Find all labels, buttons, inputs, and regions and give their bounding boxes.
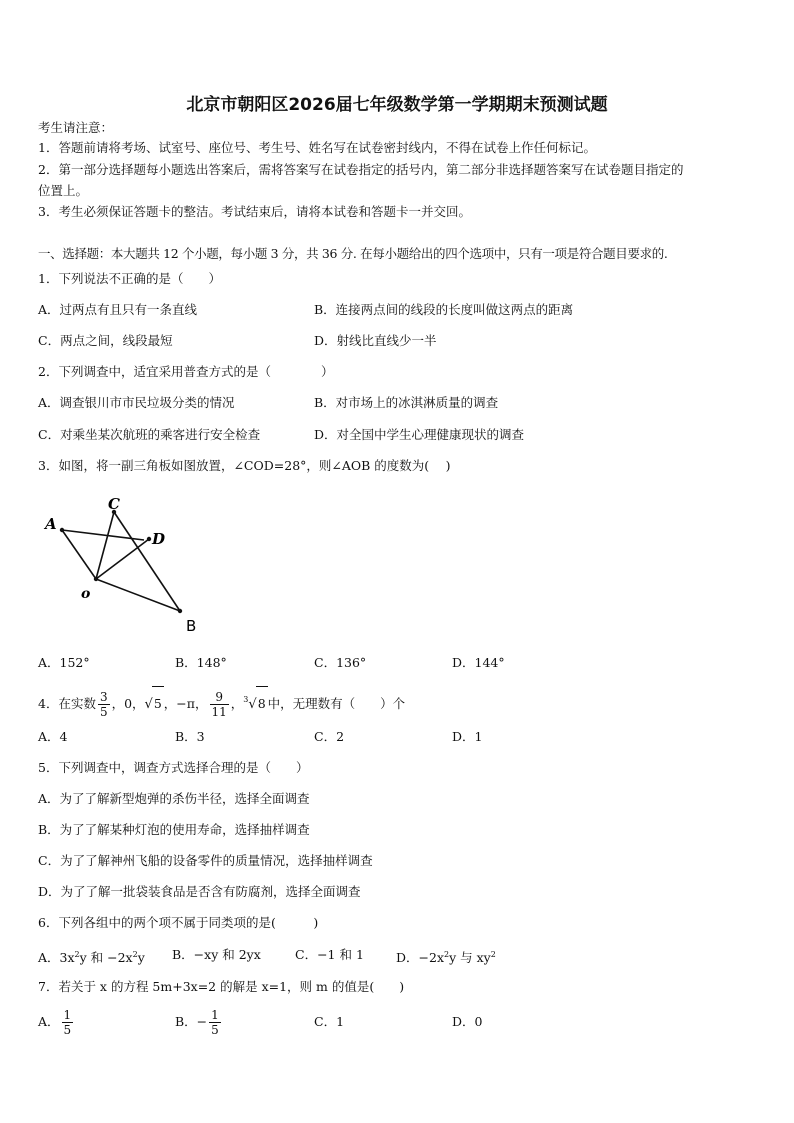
q5-stem: 5．下列调查中，调查方式选择合理的是（ ） [38, 760, 309, 775]
q7-option-d: D．0 [452, 1014, 483, 1029]
label-o: o [81, 586, 91, 602]
notice-item-2-cont: 位置上。 [38, 183, 89, 198]
sqrt-5: 5 [152, 686, 164, 721]
q2-stem: 2．下列调查中，适宜采用普查方式的是（ ） [38, 364, 334, 379]
q5-option-b: B．为了了解某种灯泡的使用寿命，选择抽样调查 [38, 822, 310, 837]
point-d [147, 537, 151, 541]
segment-ob [96, 579, 180, 611]
point-a [60, 528, 64, 532]
notice-item-3: 3．考生必须保证答题卡的整洁。考试结束后，请将本试卷和答题卡一并交回。 [38, 204, 471, 219]
label-b: B [186, 617, 197, 635]
q4-option-c: C．2 [314, 729, 345, 744]
q5-option-a: A．为了了解新型炮弹的杀伤半径，选择全面调查 [38, 791, 310, 806]
q6-stem: 6．下列各组中的两个项不属于同类项的是( ) [38, 915, 319, 930]
label-a: A [45, 515, 57, 533]
fraction-9-11: $\frac{9}{11}$ [211, 690, 227, 719]
q3-stem: 3．如图，将一副三角板如图放置，∠COD=28°，则∠AOB 的度数为( ) [38, 458, 451, 473]
segment-cb [114, 512, 180, 611]
segment-od [96, 539, 149, 579]
q4-option-d: D．1 [452, 729, 483, 744]
q7-option-b: B．− $\frac{1}{5}$ [175, 1008, 219, 1037]
q4-stem: 4．在实数 $\frac{3}{5}$ ，0，√5 ，−π， $\frac{9}{11}$ ，$^3$√8 中，无理数有（ ）个 [38, 683, 405, 722]
q2-option-c: C．对乘坐某次航班的乘客进行安全检查 [38, 427, 261, 442]
label-c: C [108, 495, 120, 513]
notice-item-1: 1．答题前请将考场、试室号、座位号、考生号、姓名写在试卷密封线内，不得在试卷上作任何标记。 [38, 140, 596, 155]
q6-option-c: C．−1 和 1 [295, 947, 364, 962]
cbrt-8: 8 [256, 686, 268, 721]
q6-option-d: D．$-2x^2y$ 与 $xy^2$ [396, 950, 496, 965]
triangle-figure [36, 490, 216, 635]
segment-oc [96, 512, 114, 579]
q1-option-c: C．两点之间，线段最短 [38, 333, 173, 348]
q1-option-a: A．过两点有且只有一条直线 [38, 302, 198, 317]
fraction-3-5: $\frac{3}{5}$ [99, 690, 108, 719]
notice-heading: 考生请注意： [38, 120, 114, 135]
q3-option-d: D．144° [452, 655, 505, 670]
q4-option-b: B．3 [175, 729, 205, 744]
q2-option-d: D．对全国中学生心理健康现状的调查 [314, 427, 525, 442]
q3-option-a: A．152° [38, 655, 90, 670]
q1-option-b: B．连接两点间的线段的长度叫做这两点的距离 [314, 302, 574, 317]
q7-stem: 7．若关于 x 的方程 5m+3x=2 的解是 x=1，则 m 的值是( ) [38, 979, 405, 994]
q1-stem: 1．下列说法不正确的是（ ） [38, 271, 221, 286]
q6-option-b: B．−xy 和 2yx [172, 947, 261, 962]
q5-option-d: D．为了了解一批袋装食品是否含有防腐剂，选择全面调查 [38, 884, 361, 899]
point-b [178, 609, 182, 613]
point-o [94, 577, 98, 581]
q6-option-a: A．$3x^2y$ 和 $-2x^2y$ [38, 950, 145, 965]
page-title: 北京市朝阳区2026届七年级数学第一学期期末预测试题 [186, 95, 608, 115]
segment-ao [62, 530, 96, 579]
label-d: D [152, 530, 166, 548]
q2-option-b: B．对市场上的冰淇淋质量的调查 [314, 395, 499, 410]
q3-option-b: B．148° [175, 655, 227, 670]
q5-option-c: C．为了了解神州飞船的设备零件的质量情况，选择抽样调查 [38, 853, 373, 868]
q4-option-a: A．4 [38, 729, 68, 744]
section-heading: 一、选择题：本大题共 12 个小题，每小题 3 分，共 36 分. 在每小题给出的四个选项中，只有一项是符合题目要求的. [38, 246, 668, 261]
q2-option-a: A．调查银川市市民垃圾分类的情况 [38, 395, 235, 410]
q7-option-c: C．1 [314, 1014, 345, 1029]
notice-item-2: 2．第一部分选择题每小题选出答案后，需将答案写在试卷指定的括号内，第二部分非选择题答案写在试卷题目指定的 [38, 162, 684, 177]
q1-option-d: D．射线比直线少一半 [314, 333, 437, 348]
q3-option-c: C．136° [314, 655, 367, 670]
q7-option-a: A． $\frac{1}{5}$ [38, 1008, 72, 1037]
